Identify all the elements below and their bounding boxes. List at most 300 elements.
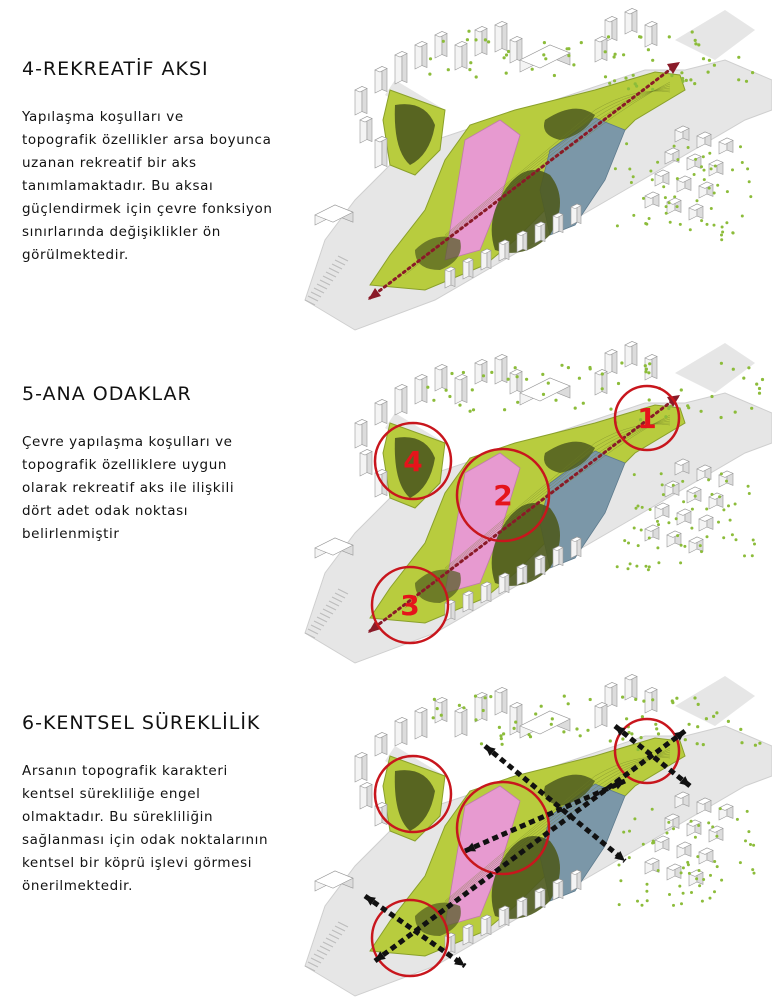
tree-dot [664, 196, 667, 199]
tree-dot [551, 717, 554, 720]
tree-dot [462, 706, 465, 709]
tree-dot [702, 57, 705, 60]
tree-dot [426, 386, 429, 389]
tree-dot [720, 362, 723, 365]
tree-dot [646, 899, 649, 902]
tree-dot [751, 868, 754, 871]
tree-dot [490, 371, 493, 374]
tree-dot [679, 561, 682, 564]
tree-dot [700, 165, 703, 168]
tree-dot [516, 375, 519, 378]
tree-dot [713, 224, 716, 227]
tree-dot [681, 80, 684, 83]
tree-dot [637, 544, 640, 547]
tree-dot [701, 900, 704, 903]
tree-dot [712, 715, 715, 718]
tree-dot [746, 167, 749, 170]
tree-dot [732, 368, 735, 371]
tree-dot [667, 521, 670, 524]
tower-building [375, 400, 387, 426]
tree-dot [727, 504, 730, 507]
tree-dot [651, 88, 654, 91]
tower-building [435, 365, 447, 392]
tower-building [355, 87, 367, 116]
tree-dot [706, 535, 709, 538]
tree-dot [691, 508, 694, 511]
panel-title: 5-ANA ODAKLAR [22, 383, 192, 405]
tree-dot [466, 38, 469, 41]
tree-dot [735, 538, 738, 541]
housing-block [499, 573, 509, 594]
tree-dot [699, 544, 702, 547]
tree-dot [682, 866, 685, 869]
tree-dot [709, 874, 712, 877]
tree-dot [694, 836, 697, 839]
housing-block [499, 240, 509, 261]
tree-dot [651, 59, 654, 62]
description-line: tanımlamaktadır. Bu aksaı [22, 178, 214, 194]
description-line: sınırlarında değişiklikler ön [22, 224, 221, 240]
large-building [520, 378, 570, 405]
tree-dot [665, 205, 668, 208]
tree-dot [662, 493, 665, 496]
tree-dot [662, 185, 665, 188]
tree-dot [761, 378, 764, 381]
tower-building [355, 753, 367, 783]
tree-dot [709, 897, 712, 900]
tree-dot [471, 388, 474, 391]
tree-dot [721, 226, 724, 229]
tree-dot [755, 383, 758, 386]
description-line: olarak rekreatif aks ile ilişkili [22, 480, 235, 496]
tree-dot [637, 505, 640, 508]
tree-dot [696, 855, 699, 858]
tree-dot [540, 705, 543, 708]
tree-dot [747, 830, 750, 833]
tree-dot [672, 827, 675, 830]
tree-dot [563, 695, 566, 698]
tree-dot [607, 35, 610, 38]
tree-dot [616, 565, 619, 568]
tower-building [595, 703, 607, 729]
housing-block [463, 591, 473, 612]
tree-dot [652, 840, 655, 843]
tree-dot [707, 821, 710, 824]
housing-block [481, 249, 491, 270]
description-line: Çevre yapılaşma koşulları ve [22, 434, 233, 450]
tree-dot [720, 472, 723, 475]
tree-dot [754, 744, 757, 747]
tower-building [455, 375, 467, 405]
tree-dot [647, 48, 650, 51]
tree-dot [622, 831, 625, 834]
tree-dot [572, 63, 575, 66]
tree-dot [694, 39, 697, 42]
tree-dot [686, 404, 689, 407]
tree-dot [574, 407, 577, 410]
tree-dot [547, 382, 550, 385]
tree-dot [487, 40, 490, 43]
tree-dot [695, 877, 698, 880]
tree-dot [433, 698, 436, 701]
tree-dot [543, 41, 546, 44]
tree-dot [636, 900, 639, 903]
housing-block [535, 222, 545, 243]
tower-building [455, 42, 467, 71]
tree-dot [681, 480, 684, 483]
tree-dot [667, 821, 670, 824]
tree-dot [689, 228, 692, 231]
housing-block [517, 897, 527, 918]
tree-dot [722, 508, 725, 511]
panel-text [22, 383, 322, 546]
tree-dot [502, 732, 505, 735]
tree-dot [627, 87, 630, 90]
tree-dot [579, 734, 582, 737]
tree-dot [432, 399, 435, 402]
tree-dot [742, 377, 745, 380]
tree-dot [705, 508, 708, 511]
tree-dot [675, 517, 678, 520]
tree-dot [514, 721, 517, 724]
housing-block [463, 924, 473, 945]
tree-dot [739, 145, 742, 148]
tree-dot [727, 720, 730, 723]
tree-dot [428, 73, 431, 76]
housing-block [645, 858, 659, 874]
tree-dot [447, 68, 450, 71]
tree-dot [541, 373, 544, 376]
tree-dot [690, 891, 693, 894]
tree-dot [751, 554, 754, 557]
tree-dot [467, 30, 470, 33]
tree-dot [684, 738, 687, 741]
tree-dot [468, 68, 471, 71]
tree-dot [752, 539, 755, 542]
description-line: belirlenmiştir [22, 526, 120, 542]
housing-block [677, 509, 691, 525]
tree-dot [696, 199, 699, 202]
tree-dot [752, 844, 755, 847]
tree-dot [657, 869, 660, 872]
tree-dot [683, 545, 686, 548]
tree-dot [753, 543, 756, 546]
description-line: sağlanması için odak noktalarının [22, 832, 269, 848]
tree-dot [580, 41, 583, 44]
tree-dot [657, 523, 660, 526]
tree-dot [749, 195, 752, 198]
tree-dot [604, 75, 607, 78]
tree-dot [748, 180, 751, 183]
tree-dot [475, 75, 478, 78]
tree-dot [562, 730, 565, 733]
tree-dot [507, 50, 510, 53]
tree-dot [731, 168, 734, 171]
description-line: görülmektedir. [22, 247, 129, 263]
tree-dot [651, 808, 654, 811]
housing-block [709, 826, 723, 842]
tree-dot [710, 395, 713, 398]
tree-dot [516, 401, 519, 404]
tree-dot [690, 527, 693, 530]
tree-dot [566, 47, 569, 50]
housing-block [667, 198, 681, 214]
housing-block [689, 204, 703, 220]
tree-dot [621, 696, 624, 699]
tree-dot [713, 860, 716, 863]
tree-dot [656, 161, 659, 164]
tree-dot [660, 472, 663, 475]
tower-building [375, 67, 387, 94]
tree-dot [746, 810, 749, 813]
tree-dot [604, 50, 607, 53]
tree-dot [702, 878, 705, 881]
panel-description [22, 431, 322, 546]
tree-dot [627, 567, 630, 570]
tower-building [435, 698, 447, 724]
tree-dot [711, 825, 714, 828]
tree-dot [528, 733, 531, 736]
tree-dot [654, 723, 657, 726]
tower-building [360, 783, 372, 810]
tree-dot [656, 546, 659, 549]
tree-dot [710, 167, 713, 170]
tree-dot [668, 35, 671, 38]
tree-dot [676, 177, 679, 180]
tower-building [595, 37, 607, 63]
tree-dot [503, 408, 506, 411]
tree-dot [721, 231, 724, 234]
tower-building [415, 42, 427, 70]
tower-building [375, 137, 387, 169]
tower-building [510, 370, 522, 395]
tree-dot [686, 861, 689, 864]
tree-dot [657, 561, 660, 564]
tree-dot [719, 807, 722, 810]
tree-dot [716, 865, 719, 868]
panel-text [22, 712, 322, 898]
tower-building [415, 708, 427, 740]
description-line: kentsel bir köprü işlevi görmesi [22, 855, 253, 871]
tree-dot [613, 79, 616, 82]
tree-dot [671, 701, 674, 704]
tree-dot [645, 368, 648, 371]
tree-dot [670, 74, 673, 77]
tree-dot [544, 57, 547, 60]
tree-dot [641, 715, 644, 718]
site-plan-illustration [295, 0, 772, 333]
tree-dot [713, 64, 716, 67]
tree-dot [707, 71, 710, 74]
tree-dot [484, 696, 487, 699]
tree-dot [632, 214, 635, 217]
tree-dot [747, 485, 750, 488]
focal-point-number: 3 [400, 589, 420, 622]
tree-dot [656, 520, 659, 523]
tree-dot [666, 832, 669, 835]
tree-dot [645, 890, 648, 893]
road-network [675, 10, 755, 60]
tree-dot [630, 181, 633, 184]
tree-dot [682, 892, 685, 895]
housing-block [719, 804, 733, 820]
tower-building [415, 375, 427, 405]
housing-block [553, 546, 563, 567]
tree-dot [689, 78, 692, 81]
tree-dot [614, 53, 617, 56]
tree-dot [753, 872, 756, 875]
tree-dot [739, 728, 742, 731]
tree-dot [648, 362, 651, 365]
tree-dot [715, 711, 718, 714]
description-line: topografik özellikler arsa boyunca [22, 132, 272, 148]
tree-dot [644, 222, 647, 225]
tree-dot [628, 168, 631, 171]
tree-dot [697, 43, 700, 46]
site-plan-illustration [295, 666, 772, 999]
tree-dot [554, 399, 557, 402]
tree-dot [673, 145, 676, 148]
tree-dot [680, 388, 683, 391]
tree-dot [531, 68, 534, 71]
tower-building [495, 355, 507, 385]
tree-dot [676, 534, 679, 537]
tree-dot [696, 742, 699, 745]
housing-block [553, 879, 563, 900]
housing-block [699, 515, 713, 531]
tree-dot [706, 223, 709, 226]
tree-dot [702, 155, 705, 158]
panel-text [22, 58, 322, 267]
tree-dot [625, 142, 628, 145]
panel-title: 4-REKREATİF AKSI [22, 58, 209, 80]
tower-building [375, 733, 387, 757]
tree-dot [616, 224, 619, 227]
housing-block [445, 267, 455, 288]
tree-dot [748, 492, 751, 495]
panel-title: 6-KENTSEL SÜREKLİLİK [22, 712, 261, 734]
tree-dot [482, 709, 485, 712]
tower-building [645, 688, 657, 714]
tree-dot [542, 53, 545, 56]
tree-dot [436, 707, 439, 710]
tree-dot [633, 817, 636, 820]
housing-block [481, 915, 491, 936]
tree-dot [691, 30, 694, 33]
tree-dot [720, 416, 723, 419]
housing-block [655, 170, 669, 186]
tree-dot [743, 554, 746, 557]
tree-dot [714, 165, 717, 168]
tree-dot [700, 550, 703, 553]
tree-dot [734, 411, 737, 414]
tree-dot [489, 695, 492, 698]
tree-dot [707, 478, 710, 481]
panel-description [22, 760, 322, 898]
tree-dot [647, 568, 650, 571]
tree-dot [708, 152, 711, 155]
housing-block [571, 537, 581, 558]
housing-block [517, 564, 527, 585]
tree-dot [641, 904, 644, 907]
tree-dot [745, 80, 748, 83]
panel-main-focal-points [0, 333, 772, 666]
tower-building [395, 385, 407, 416]
tree-dot [472, 408, 475, 411]
tree-dot [661, 483, 664, 486]
tower-building [395, 52, 407, 85]
tree-dot [758, 742, 761, 745]
tree-dot [698, 884, 701, 887]
tree-dot [474, 718, 477, 721]
tree-dot [474, 695, 477, 698]
focal-point-number: 1 [637, 402, 657, 435]
tree-dot [744, 839, 747, 842]
tree-dot [589, 698, 592, 701]
tree-dot [621, 737, 624, 740]
housing-block [463, 258, 473, 279]
tree-dot [713, 192, 716, 195]
tree-dot [700, 410, 703, 413]
tree-dot [681, 77, 684, 80]
tree-dot [747, 366, 750, 369]
description-line: topografik özelliklere uygun [22, 457, 228, 473]
tower-building [360, 450, 372, 477]
tree-dot [586, 729, 589, 732]
housing-block [677, 176, 691, 192]
tree-dot [601, 372, 604, 375]
tree-dot [690, 820, 693, 823]
tree-dot [680, 71, 683, 74]
description-line: dört adet odak noktası [22, 503, 189, 519]
tree-dot [440, 714, 443, 717]
tree-dot [601, 387, 604, 390]
tree-dot [725, 221, 728, 224]
tree-dot [694, 495, 697, 498]
tree-dot [685, 79, 688, 82]
tree-dot [648, 217, 651, 220]
tree-dot [553, 74, 556, 77]
housing-block [571, 870, 581, 891]
tree-dot [513, 727, 516, 730]
tree-dot [731, 533, 734, 536]
tree-dot [657, 732, 660, 735]
tree-dot [514, 366, 517, 369]
description-line: güçlendirmek için çevre fonksiyon [22, 201, 273, 217]
tree-dot [708, 187, 711, 190]
tree-dot [644, 364, 647, 367]
tree-dot [749, 843, 752, 846]
tree-dot [482, 374, 485, 377]
tree-dot [668, 893, 671, 896]
tree-dot [613, 55, 616, 58]
housing-block [687, 820, 701, 836]
tree-dot [469, 410, 472, 413]
housing-block [687, 487, 701, 503]
tree-dot [698, 869, 701, 872]
tree-dot [609, 408, 612, 411]
description-line: Yapılaşma koşulları ve [22, 109, 184, 125]
tree-dot [617, 382, 620, 385]
tree-dot [582, 402, 585, 405]
tree-dot [501, 743, 504, 746]
tree-dot [672, 904, 675, 907]
tree-dot [693, 696, 696, 699]
focal-point-number: 2 [493, 479, 513, 512]
tree-dot [628, 830, 631, 833]
tree-dot [668, 201, 671, 204]
tree-dot [634, 698, 637, 701]
